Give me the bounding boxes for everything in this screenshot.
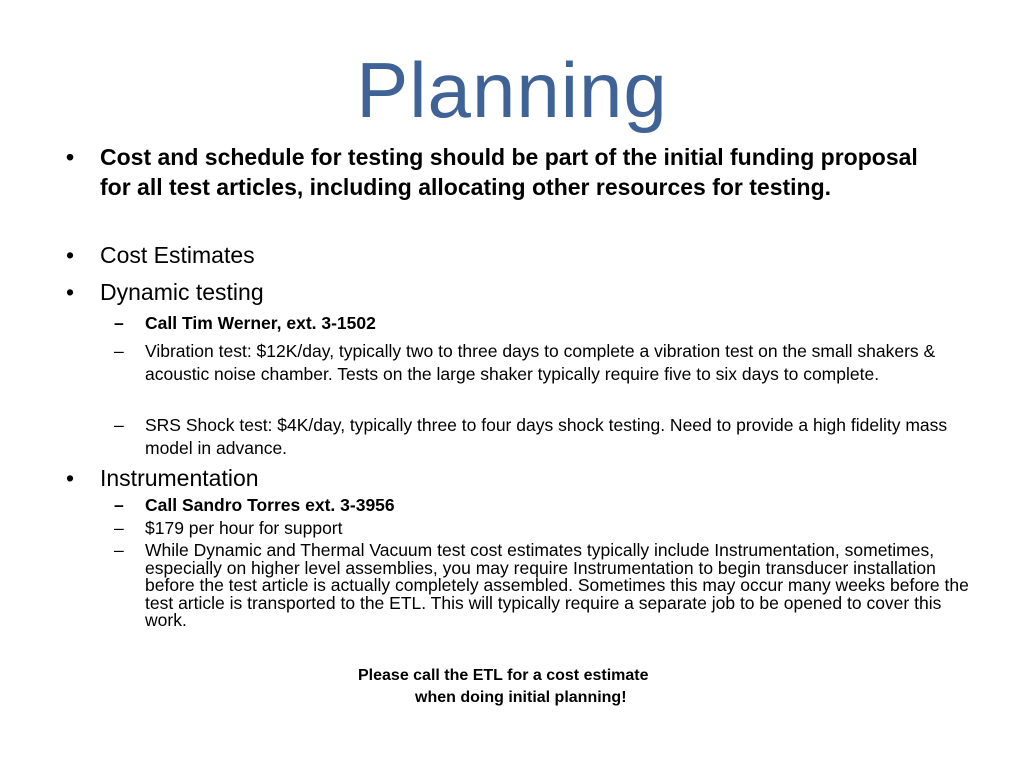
- subitem-vibration-test: [114, 340, 975, 386]
- subitem-hourly-rate: [114, 517, 975, 540]
- bullet-item-funding: [65, 142, 930, 202]
- dash-icon: –: [114, 540, 124, 560]
- subitem-text: Vibration test: $12K/day, typically two to three days to complete a vibration test on the small shakers & acoustic noise chamber. Tests on the large shaker typically require five to six days to complete.: [145, 341, 936, 384]
- bullet-text: Cost Estimates: [100, 242, 255, 268]
- dash-icon: –: [114, 495, 124, 515]
- footer-line-1: Please call the ETL for a cost estimate: [358, 667, 649, 684]
- dash-icon: –: [114, 518, 124, 538]
- bullet-item-dynamic-testing: [65, 277, 930, 307]
- bullet-text: Dynamic testing: [100, 279, 264, 305]
- footer-line-2: when doing initial planning!: [415, 689, 627, 706]
- subitem-text: While Dynamic and Thermal Vacuum test cost estimates typically include Instrumentation, sometimes, especially on higher level assemblies, you may require Instrumentation to begin transducer installation before the test article is actually completely assembled. Sometimes this may occur many weeks before the test article is transported to the ETL. This will typically require a separate job to be opened to cover this work.: [145, 540, 969, 630]
- subitem-call-sandro-torres: [114, 494, 975, 517]
- subitem-text: Call Tim Werner, ext. 3-1502: [145, 313, 376, 333]
- bullet-text: Cost and schedule for testing should be part of the initial funding proposal for all test articles, including allocating other resources for testing.: [100, 144, 918, 200]
- bullet-icon: •: [65, 465, 75, 491]
- bullet-icon: •: [65, 279, 75, 305]
- subitem-call-tim-werner: [114, 312, 975, 335]
- slide-title: Planning: [356, 46, 668, 134]
- bullet-icon: •: [65, 242, 75, 268]
- dash-icon: –: [114, 341, 124, 361]
- subitem-text: SRS Shock test: $4K/day, typically three to four days shock testing. Need to provide a high fidelity mass model in advance.: [145, 415, 948, 458]
- subitem-srs-shock-test: [114, 414, 975, 460]
- bullet-item-instrumentation: [65, 463, 930, 493]
- dash-icon: –: [114, 415, 124, 435]
- bullet-item-cost-estimates: [65, 240, 930, 270]
- subitem-instrumentation-note: [114, 540, 975, 630]
- dash-icon: –: [114, 313, 124, 333]
- bullet-icon: •: [65, 144, 75, 170]
- bullet-text: Instrumentation: [100, 465, 259, 491]
- subitem-text: Call Sandro Torres ext. 3-3956: [145, 495, 395, 515]
- subitem-text: $179 per hour for support: [145, 518, 343, 538]
